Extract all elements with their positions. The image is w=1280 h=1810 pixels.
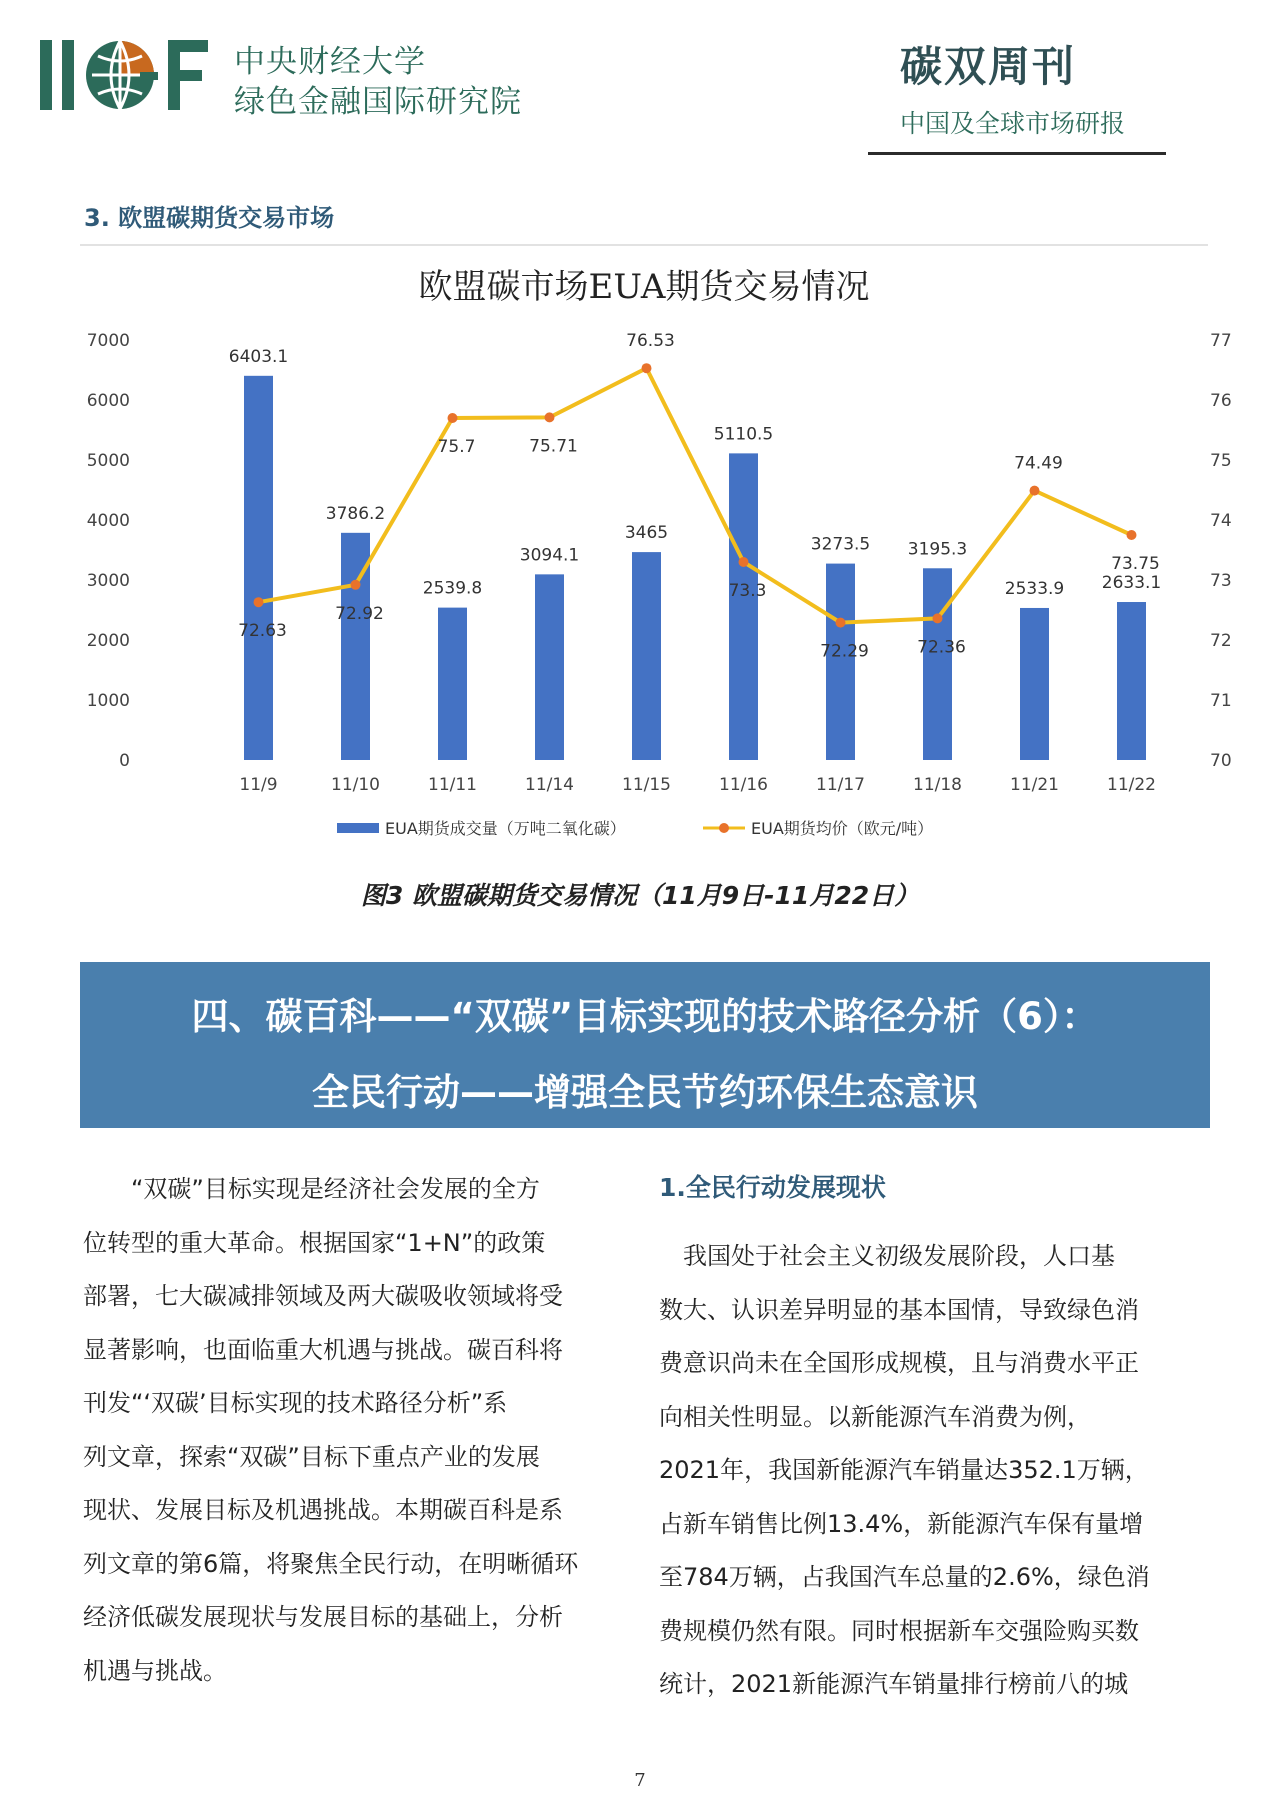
bar bbox=[826, 564, 855, 760]
org-name-line2: 绿色金融国际研究院 bbox=[234, 84, 522, 120]
y-left-tick-label: 2000 bbox=[86, 631, 130, 651]
line-value-label: 72.92 bbox=[335, 603, 384, 624]
line-value-label: 72.36 bbox=[917, 637, 966, 658]
line-value-label: 72.63 bbox=[238, 621, 287, 642]
line-value-label: 73.3 bbox=[728, 581, 767, 601]
left-line: 现状、发展目标及机遇挑战。本期碳百科是系 bbox=[83, 1496, 563, 1524]
x-tick-label: 11/21 bbox=[1010, 775, 1059, 795]
left-line: 显著影响，也面临重大机遇与挑战。碳百科将 bbox=[83, 1335, 563, 1364]
price-line bbox=[259, 368, 1132, 622]
chart-svg bbox=[80, 256, 1232, 856]
header-underline bbox=[868, 152, 1166, 155]
x-tick-label: 11/11 bbox=[428, 775, 477, 795]
y-left-tick-label: 6000 bbox=[86, 391, 130, 411]
line-value-label: 75.71 bbox=[529, 436, 578, 457]
right-line: 向相关性明显。以新能源汽车消费为例， bbox=[659, 1402, 1091, 1431]
bar bbox=[535, 574, 564, 760]
bar-value-label: 2539.8 bbox=[422, 578, 483, 599]
legend-bar-swatch bbox=[337, 823, 379, 833]
bar-value-label: 3786.2 bbox=[325, 503, 386, 524]
right-line: 我国处于社会主义初级发展阶段，人口基 bbox=[659, 1242, 1115, 1270]
line-point bbox=[1030, 486, 1040, 496]
section-banner bbox=[80, 962, 1210, 1128]
left-line: 列文章的第6篇，将聚焦全民行动，在明晰循环 bbox=[83, 1549, 579, 1578]
eua-futures-chart bbox=[80, 256, 1232, 856]
chart-title: 欧盟碳市场EUA期货交易情况 bbox=[418, 267, 870, 307]
line-value-label: 72.29 bbox=[820, 641, 869, 662]
page-number: 7 bbox=[634, 1770, 646, 1791]
banner-title-line2: 全民行动——增强全民节约环保生态意识 bbox=[312, 1071, 978, 1114]
bar bbox=[1117, 602, 1146, 760]
left-line: 位转型的重大革命。根据国家“1+N”的政策 bbox=[83, 1228, 546, 1257]
page-header bbox=[0, 0, 1280, 170]
line-point bbox=[933, 613, 943, 623]
y-right-tick-label: 71 bbox=[1210, 691, 1232, 711]
bar-value-label: 2633.1 bbox=[1101, 573, 1162, 594]
left-column-text bbox=[83, 1163, 623, 1698]
x-tick-label: 11/14 bbox=[525, 775, 574, 795]
bar-value-label: 3094.1 bbox=[519, 545, 580, 566]
line-point bbox=[642, 363, 652, 373]
bar-series bbox=[244, 376, 1146, 760]
line-value-label: 74.49 bbox=[1014, 453, 1063, 474]
left-line: 经济低碳发展现状与发展目标的基础上，分析 bbox=[83, 1603, 563, 1631]
right-line: 至784万辆，占我国汽车总量的2.6%，绿色消 bbox=[659, 1563, 1150, 1591]
bar-value-label: 2533.9 bbox=[1004, 578, 1065, 599]
right-line: 费意识尚未在全国形成规模，且与消费水平正 bbox=[659, 1349, 1139, 1377]
left-line: 列文章，探索“双碳”目标下重点产业的发展 bbox=[83, 1442, 540, 1471]
bar bbox=[632, 552, 661, 760]
line-point bbox=[351, 580, 361, 590]
publication-title: 碳双周刊 bbox=[900, 42, 1077, 91]
y-left-axis-ticks bbox=[87, 331, 130, 771]
bar bbox=[923, 568, 952, 760]
line-point bbox=[1127, 530, 1137, 540]
bar-value-label: 3465 bbox=[624, 523, 669, 544]
bar bbox=[1020, 608, 1049, 760]
x-tick-label: 11/18 bbox=[913, 775, 962, 795]
left-line: 部署，七大碳减排领域及两大碳吸收领域将受 bbox=[83, 1282, 563, 1310]
right-line: 占新车销售比例13.4%，新能源汽车保有量增 bbox=[659, 1509, 1144, 1538]
line-point bbox=[254, 597, 264, 607]
y-right-tick-label: 76 bbox=[1210, 391, 1232, 411]
y-right-tick-label: 75 bbox=[1210, 451, 1232, 471]
bar-value-label: 6403.1 bbox=[228, 346, 289, 367]
line-point bbox=[739, 557, 749, 567]
org-name-line1: 中央财经大学 bbox=[234, 44, 426, 80]
bar bbox=[244, 376, 273, 760]
y-left-tick-label: 4000 bbox=[86, 511, 130, 531]
left-line: “双碳”目标实现是经济社会发展的全方 bbox=[83, 1175, 540, 1203]
line-value-label: 75.7 bbox=[437, 437, 476, 457]
left-line: 刊发“‘双碳’目标实现的技术路径分析”系 bbox=[83, 1389, 508, 1417]
x-tick-label: 11/16 bbox=[719, 775, 768, 795]
y-left-tick-label: 7000 bbox=[86, 331, 130, 351]
section-divider bbox=[80, 244, 1208, 246]
bar-value-label: 3195.3 bbox=[907, 539, 968, 560]
y-right-tick-label: 73 bbox=[1210, 571, 1232, 591]
line-point bbox=[448, 413, 458, 423]
y-left-tick-label: 5000 bbox=[86, 451, 130, 471]
x-axis-ticks bbox=[239, 775, 1156, 795]
bar bbox=[729, 453, 758, 760]
bar-value-label: 5110.5 bbox=[713, 424, 774, 445]
line-value-label: 73.75 bbox=[1111, 554, 1160, 574]
x-tick-label: 11/10 bbox=[331, 775, 380, 795]
legend-bar-label: EUA期货成交量（万吨二氧化碳） bbox=[385, 819, 626, 838]
right-line: 2021年，我国新能源汽车销量达352.1万辆， bbox=[659, 1456, 1149, 1484]
left-line: 机遇与挑战。 bbox=[83, 1656, 227, 1685]
right-column-text bbox=[659, 1230, 1189, 1712]
x-tick-label: 11/9 bbox=[239, 775, 278, 795]
line-point bbox=[836, 618, 846, 628]
y-left-tick-label: 3000 bbox=[86, 571, 130, 591]
y-right-tick-label: 74 bbox=[1210, 511, 1232, 531]
y-left-tick-label: 1000 bbox=[86, 691, 130, 711]
legend-line-label: EUA期货均价（欧元/吨） bbox=[751, 819, 934, 838]
figure-caption: 图3 欧盟碳期货交易情况（11月9日-11月22日） bbox=[360, 881, 920, 910]
x-tick-label: 11/17 bbox=[816, 775, 865, 795]
x-tick-label: 11/22 bbox=[1107, 775, 1156, 795]
y-right-axis-ticks bbox=[1210, 331, 1232, 771]
line-value-label: 76.53 bbox=[626, 331, 675, 352]
y-right-tick-label: 72 bbox=[1210, 631, 1232, 651]
y-right-tick-label: 77 bbox=[1210, 331, 1232, 351]
line-point bbox=[545, 412, 555, 422]
right-line: 数大、认识差异明显的基本国情，导致绿色消 bbox=[659, 1295, 1139, 1324]
subsection-heading: 1.全民行动发展现状 bbox=[659, 1173, 886, 1202]
chart-legend bbox=[337, 819, 933, 838]
bar bbox=[438, 608, 467, 760]
banner-title-line1: 四、碳百科——“双碳”目标实现的技术路径分析（6）： bbox=[191, 995, 1099, 1038]
y-left-tick-label: 0 bbox=[119, 751, 130, 771]
x-tick-label: 11/15 bbox=[622, 775, 671, 795]
publication-subtitle: 中国及全球市场研报 bbox=[900, 109, 1126, 138]
section-title: 3. 欧盟碳期货交易市场 bbox=[84, 204, 335, 232]
bar-value-label: 3273.5 bbox=[810, 534, 871, 555]
right-line: 统计，2021新能源汽车销量排行榜前八的城 bbox=[659, 1670, 1129, 1698]
right-line: 费规模仍然有限。同时根据新车交强险购买数 bbox=[659, 1616, 1139, 1645]
legend-line-marker bbox=[719, 823, 729, 833]
y-right-tick-label: 70 bbox=[1210, 751, 1232, 771]
iigf-logo bbox=[40, 36, 208, 114]
